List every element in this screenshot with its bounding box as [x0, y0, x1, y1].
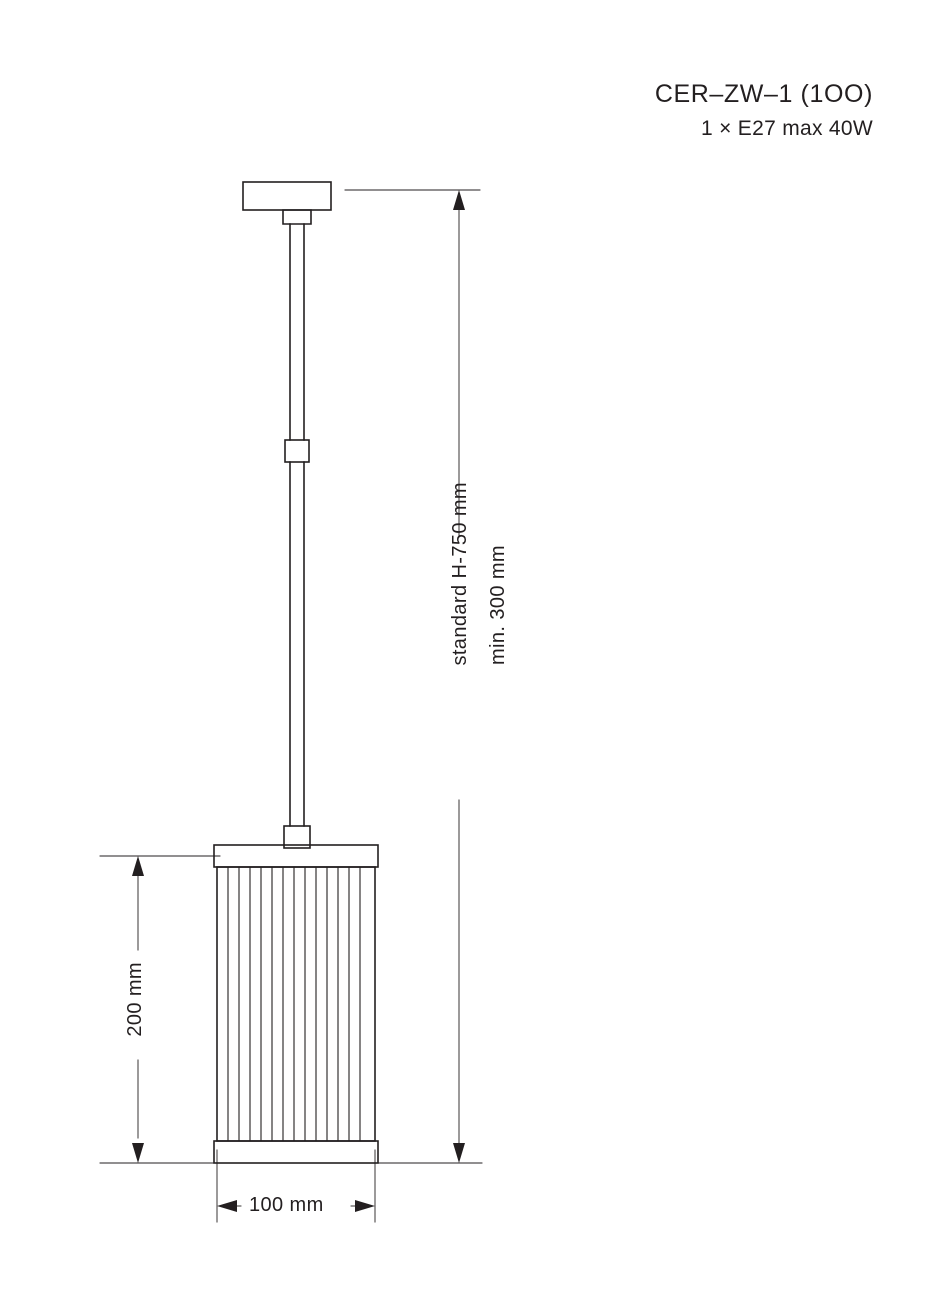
- title-block: [655, 78, 873, 143]
- arrow-down: [453, 1143, 465, 1163]
- model-code: CER–ZW–1 (1OO): [654, 80, 873, 108]
- arrow-up: [132, 856, 144, 876]
- shade-ribs: [228, 867, 360, 1141]
- extension-lines: [100, 190, 482, 1222]
- canopy-plate: [243, 182, 331, 210]
- arrow-left: [217, 1200, 237, 1212]
- lamp-specification: 1 × E27 max 40W: [701, 117, 873, 140]
- shade-body: [217, 867, 375, 1141]
- arrow-right: [355, 1200, 375, 1212]
- dimension-label-standard-height: standard H-750 mm: [449, 482, 471, 666]
- rod-joint: [285, 440, 309, 462]
- arrow-up: [453, 190, 465, 210]
- shade-bottom-cap: [214, 1141, 378, 1163]
- dimension-overall-height: [453, 190, 465, 1163]
- arrow-down: [132, 1143, 144, 1163]
- dimension-label-shade-height: 200 mm: [124, 962, 146, 1037]
- canopy-collar: [283, 210, 311, 224]
- dimension-label-shade-diameter: 100 mm: [249, 1194, 324, 1216]
- dimension-label-min-height: min. 300 mm: [487, 545, 509, 665]
